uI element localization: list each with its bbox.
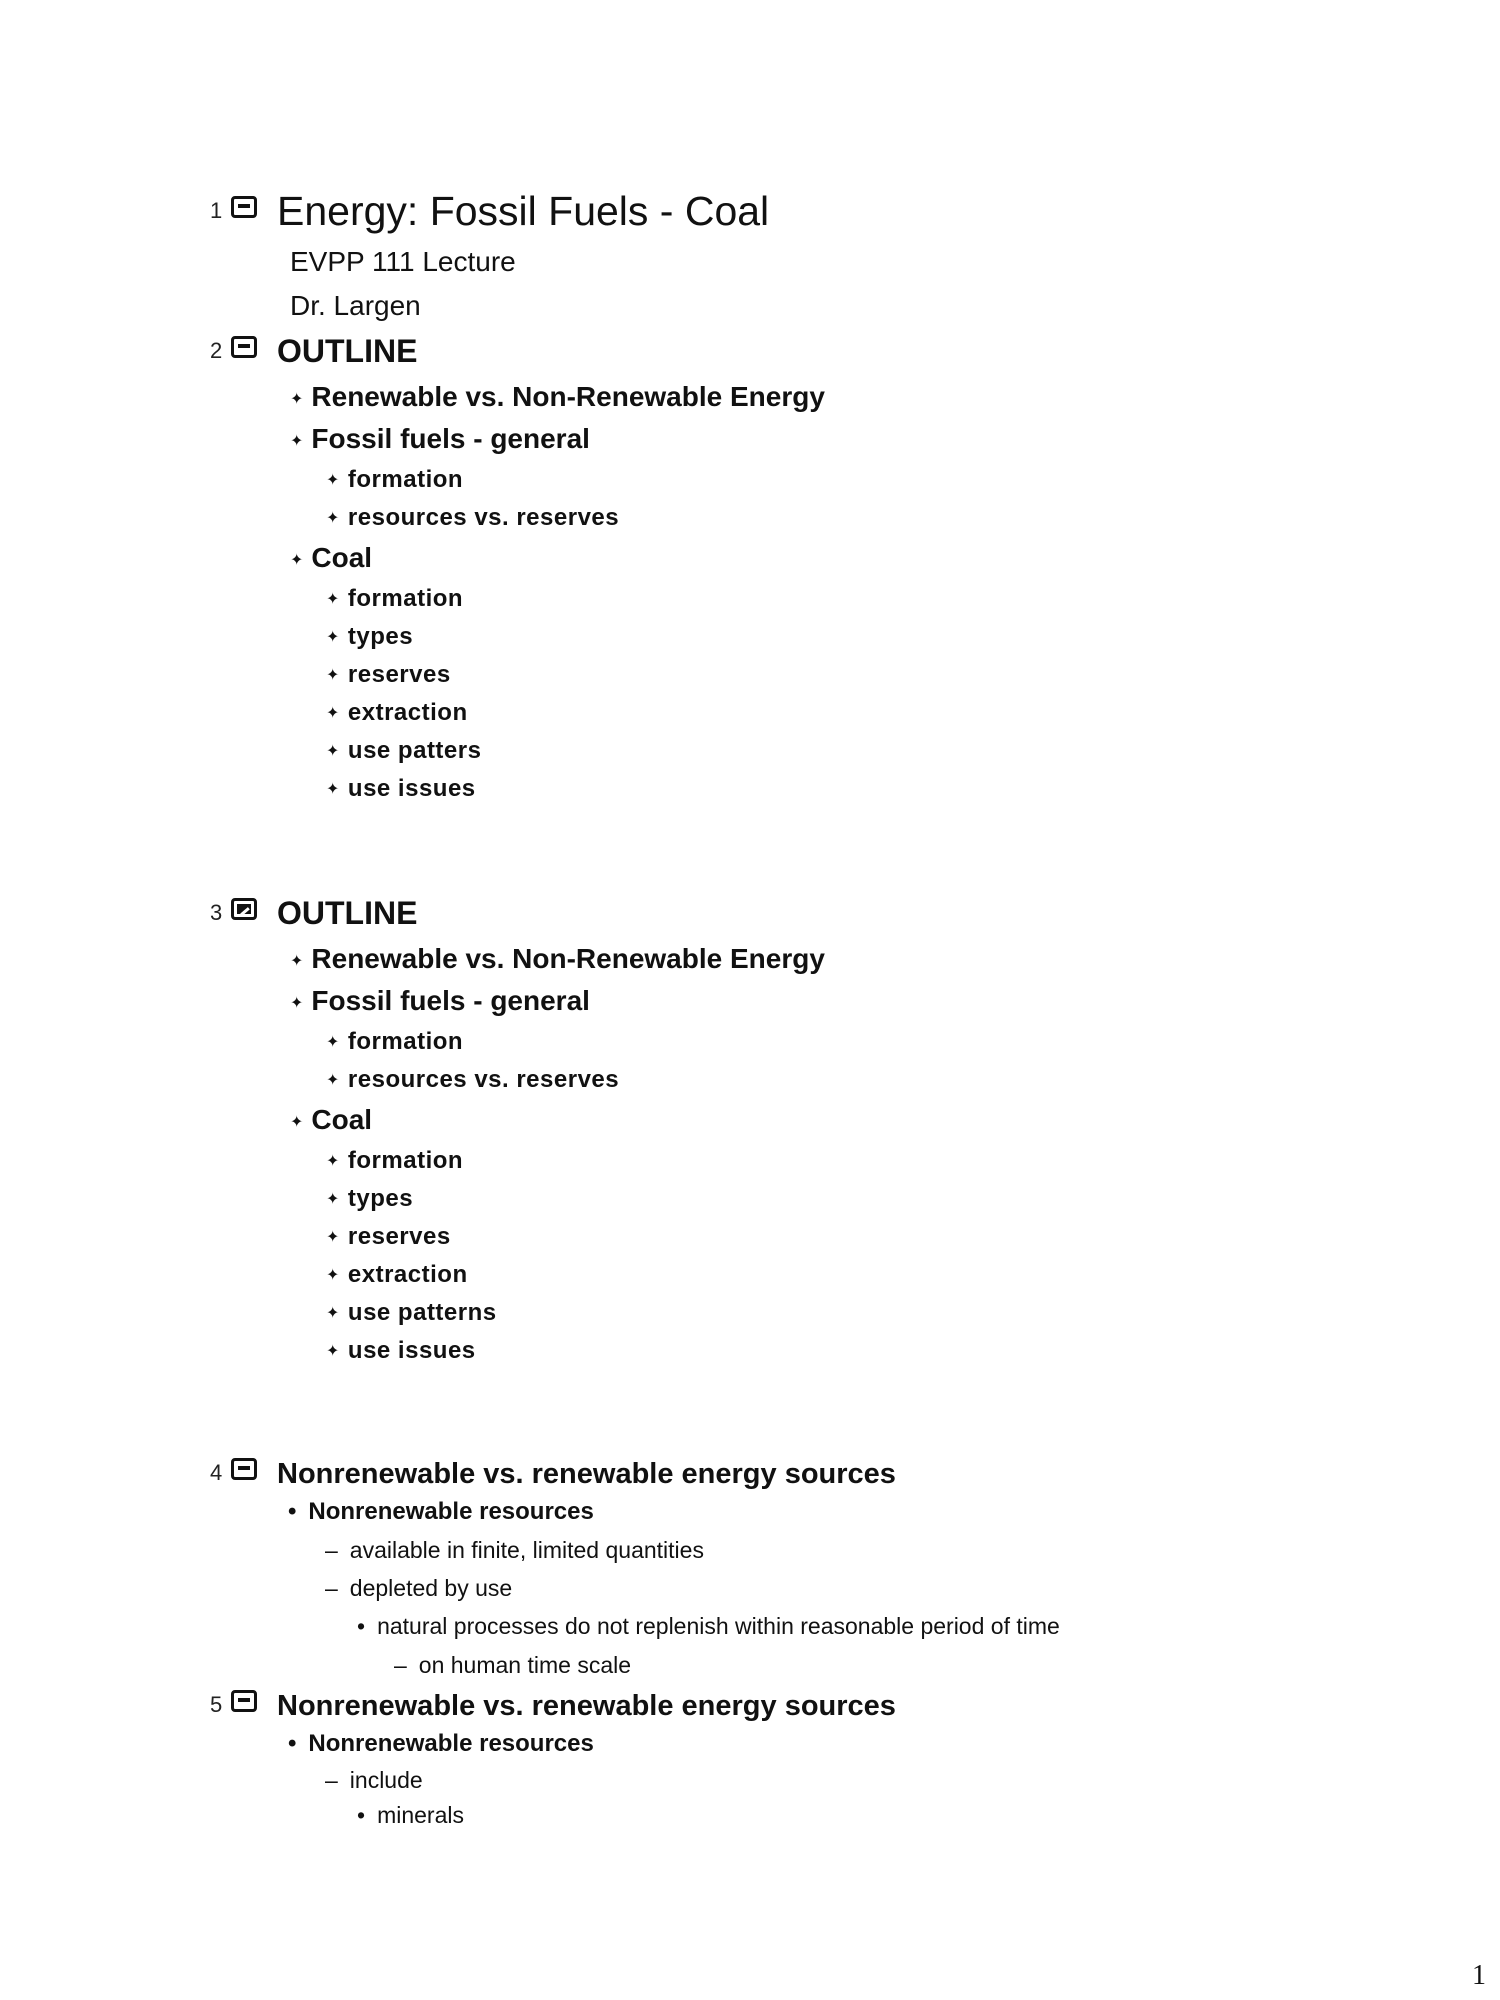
slide-number: 1	[210, 198, 223, 223]
outline-subitem: ✦ types	[326, 1185, 414, 1212]
outline-item: ✦ Renewable vs. Non-Renewable Energy	[290, 943, 825, 974]
subtitle-line: Dr. Largen	[290, 290, 421, 321]
outline-subitem: ✦ formation	[326, 1147, 464, 1174]
page-number: 1	[1472, 1960, 1486, 1991]
outline-subitem: ✦ resources vs. reserves	[326, 1066, 620, 1093]
dash-bullet-icon: –	[394, 1652, 407, 1678]
bullet-item: • Nonrenewable resources	[288, 1498, 594, 1525]
diamond-bullet-icon: ✦	[290, 552, 304, 569]
slide-icon	[231, 336, 257, 358]
slide-number: 4	[210, 1460, 223, 1485]
outline-subitem: ✦ formation	[326, 466, 464, 493]
diamond-bullet-icon: ✦	[290, 1114, 304, 1131]
bullet-item: • minerals	[357, 1802, 464, 1828]
diamond-bullet-icon: ✦	[290, 995, 304, 1012]
slide-icon	[231, 1690, 257, 1712]
dash-item: – available in finite, limited quantities	[325, 1537, 704, 1563]
diamond-bullet-icon: ✦	[326, 1034, 340, 1051]
outline-subitem: ✦ formation	[326, 585, 464, 612]
slide-number: 3	[210, 900, 223, 925]
bullet-item: • Nonrenewable resources	[288, 1730, 594, 1757]
diamond-bullet-icon: ✦	[326, 510, 340, 527]
outline-subitem: ✦ use issues	[326, 775, 476, 802]
outline-subitem: ✦ extraction	[326, 1261, 468, 1288]
slide-icon	[231, 196, 257, 218]
diamond-bullet-icon: ✦	[326, 1343, 340, 1360]
outline-item: ✦ Fossil fuels - general	[290, 985, 590, 1016]
outline-subitem: ✦ types	[326, 623, 414, 650]
diamond-bullet-icon: ✦	[326, 743, 340, 760]
outline-subitem: ✦ extraction	[326, 699, 468, 726]
slide-number: 5	[210, 1692, 223, 1717]
outline-subitem: ✦ use patters	[326, 737, 482, 764]
diamond-bullet-icon: ✦	[326, 667, 340, 684]
dot-bullet-icon: •	[357, 1802, 366, 1828]
diamond-bullet-icon: ✦	[326, 1191, 340, 1208]
slide-number: 2	[210, 338, 223, 363]
dash-item: – depleted by use	[325, 1575, 513, 1601]
slide-picture-icon	[231, 898, 257, 920]
subtitle-line: EVPP 111 Lecture	[290, 246, 516, 277]
dash-bullet-icon: –	[325, 1767, 338, 1793]
diamond-bullet-icon: ✦	[326, 472, 340, 489]
bullet-item: • natural processes do not replenish within reasonable period of time	[357, 1613, 1060, 1639]
slide-title: Nonrenewable vs. renewable energy sources	[277, 1458, 896, 1490]
outline-item: ✦ Renewable vs. Non-Renewable Energy	[290, 381, 825, 412]
diamond-bullet-icon: ✦	[326, 591, 340, 608]
outline-item: ✦ Coal	[290, 1104, 373, 1135]
dash-item: – on human time scale	[394, 1652, 632, 1678]
outline-item: ✦ Fossil fuels - general	[290, 423, 590, 454]
outline-item: ✦ Coal	[290, 542, 373, 573]
diamond-bullet-icon: ✦	[326, 629, 340, 646]
dot-bullet-icon: •	[288, 1730, 297, 1757]
outline-subitem: ✦ use patterns	[326, 1299, 497, 1326]
dash-bullet-icon: –	[325, 1575, 338, 1601]
outline-subitem: ✦ reserves	[326, 1223, 451, 1250]
outline-subitem: ✦ formation	[326, 1028, 464, 1055]
diamond-bullet-icon: ✦	[326, 1267, 340, 1284]
outline-subitem: ✦ reserves	[326, 661, 451, 688]
diamond-bullet-icon: ✦	[326, 1305, 340, 1322]
diamond-bullet-icon: ✦	[326, 705, 340, 722]
slide-title: Energy: Fossil Fuels - Coal	[277, 188, 770, 234]
slide-title: OUTLINE	[277, 333, 418, 369]
diamond-bullet-icon: ✦	[326, 1072, 340, 1089]
dot-bullet-icon: •	[357, 1613, 366, 1639]
diamond-bullet-icon: ✦	[290, 953, 304, 970]
dot-bullet-icon: •	[288, 1498, 297, 1525]
slide-title: Nonrenewable vs. renewable energy sources	[277, 1690, 896, 1722]
outline-subitem: ✦ resources vs. reserves	[326, 504, 620, 531]
dash-bullet-icon: –	[325, 1537, 338, 1563]
outline-subitem: ✦ use issues	[326, 1337, 476, 1364]
dash-item: – include	[325, 1767, 423, 1793]
diamond-bullet-icon: ✦	[290, 433, 304, 450]
diamond-bullet-icon: ✦	[326, 1229, 340, 1246]
diamond-bullet-icon: ✦	[326, 1153, 340, 1170]
diamond-bullet-icon: ✦	[290, 391, 304, 408]
slide-title: OUTLINE	[277, 895, 418, 931]
diamond-bullet-icon: ✦	[326, 781, 340, 798]
slide-icon	[231, 1458, 257, 1480]
